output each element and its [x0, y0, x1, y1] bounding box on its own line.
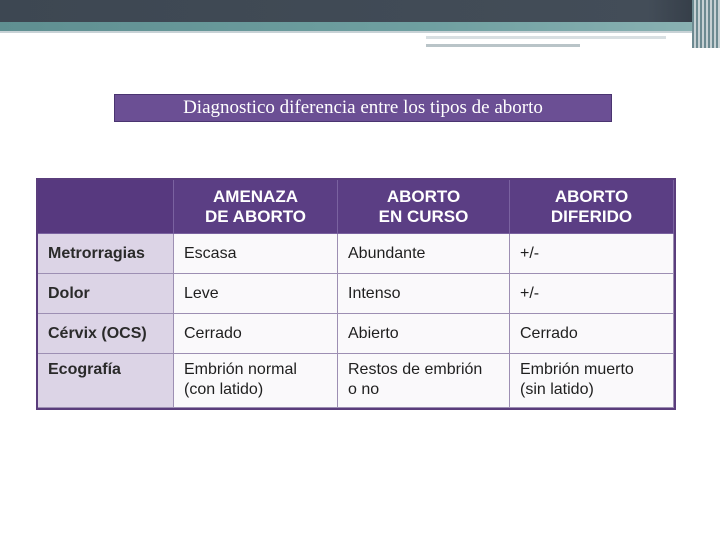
header-thin-bar: [0, 31, 720, 33]
header-accent-line: [426, 36, 666, 39]
row-header-metrorragias: Metrorragias: [38, 234, 174, 274]
table-cell: Embrión normal (con latido): [174, 354, 338, 408]
column-header-diferido: ABORTO DIFERIDO: [510, 180, 674, 234]
slide-title: Diagnostico diferencia entre los tipos de aborto: [114, 94, 612, 122]
column-header-curso: ABORTO EN CURSO: [338, 180, 510, 234]
table-cell: Abierto: [338, 314, 510, 354]
row-header-ecografia: Ecografía: [38, 354, 174, 408]
header-dark-bar: [0, 0, 720, 22]
header-accent-line-short: [426, 44, 580, 47]
table-cell: Intenso: [338, 274, 510, 314]
table-cell: Leve: [174, 274, 338, 314]
table-cell: Escasa: [174, 234, 338, 274]
table-cell: +/-: [510, 234, 674, 274]
table-corner-cell: [38, 180, 174, 234]
table-cell: Abundante: [338, 234, 510, 274]
row-header-cervix: Cérvix (OCS): [38, 314, 174, 354]
column-header-amenaza: AMENAZA DE ABORTO: [174, 180, 338, 234]
header-right-stripes: [692, 0, 720, 48]
table-cell: Cerrado: [174, 314, 338, 354]
row-header-dolor: Dolor: [38, 274, 174, 314]
table-cell: Cerrado: [510, 314, 674, 354]
table-cell: Embrión muerto (sin latido): [510, 354, 674, 408]
comparison-table: [36, 178, 676, 410]
table-cell: +/-: [510, 274, 674, 314]
header-teal-bar: [0, 22, 720, 31]
table-cell: Restos de embrión o no: [338, 354, 510, 408]
